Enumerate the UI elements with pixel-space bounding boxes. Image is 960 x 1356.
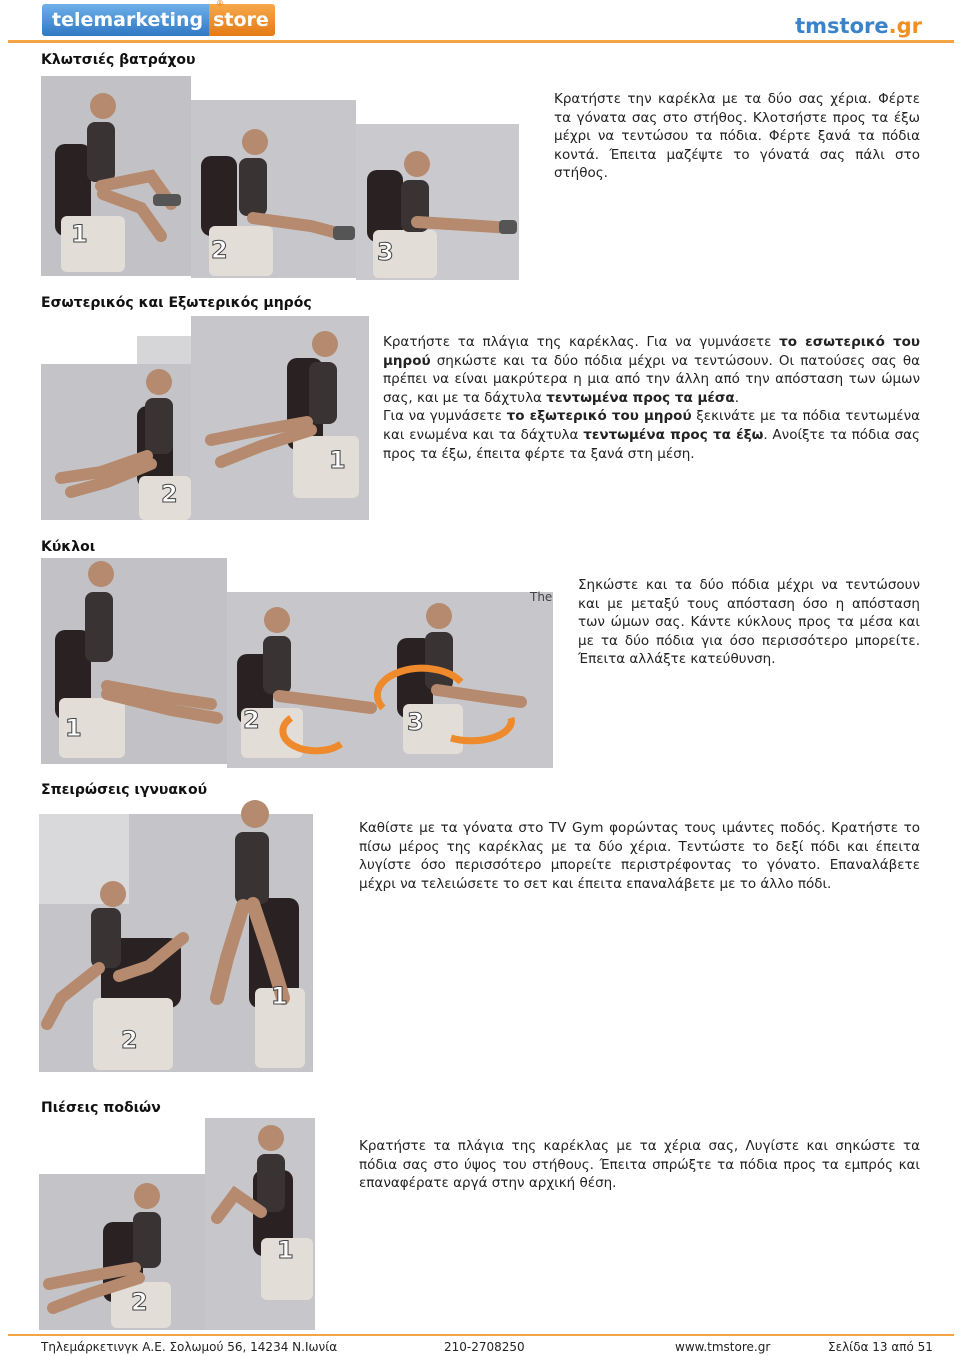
brand-text-tmstore: tmstore [795,14,889,38]
footer-website-link[interactable]: www.tmstore.gr [675,1340,771,1354]
footer-phone[interactable]: 210-2708250 [444,1340,525,1354]
section-title-circles: Κύκλοι [41,539,96,555]
figure-label-3: 3 [377,238,394,266]
text-run: . Ανοίξτε τα πόδια σας προς τα έξω, έπειτα φέρτε τα ξανά στη μέση. [383,426,920,462]
frog-kicks-description: Κρατήστε την καρέκλα με τα δύο σας χέρια. Φέρτε τα γόνατα σας στο στήθος. Κλοτσήστε προς τα έξω μέχρι να τεντώσου τα πόδια. Φέρτε ξανά τα πόδια κοντά. Έπειτα μαζέψτε το γόνατά σας πάλι στο στήθος. [554,91,920,182]
outer-thigh-paragraph [383,407,920,463]
bold-toes-outward: τεντωμένα προς τα έξω [583,426,764,443]
text-run: ξεκινάτε με τα πόδια τεντωμένα και ενωμένα και τα δάχτυλα [383,408,921,443]
figure-label-3: 3 [407,708,424,736]
page-header [0,0,960,46]
exercise-photo-circles [41,558,553,768]
text-run: Για να γυμνάσετε [383,408,507,425]
figure-label-1: 1 [271,982,288,1010]
logo-text-store: store [209,4,275,36]
telemarketing-store-logo[interactable] [42,4,275,36]
figure-label-2: 2 [131,1288,148,1316]
exercise-photo-leg-presses [39,1118,315,1330]
figure-label-2: 2 [211,236,228,264]
figure-label-2: 2 [243,706,260,734]
header-divider [8,40,954,43]
stray-text: The [530,590,553,604]
circles-description: Σηκώστε και τα δύο πόδια μέχρι να τεντώσουν και με μεταξύ τους απόσταση όσο η απόσταση των ώμων σας. Κάντε κύκλους προς τα μέσα και με τα δύο πόδια για όσο περισσότερο μπορείτε. Έπειτα αλλάξτε κατεύθυνση. [578,577,920,668]
bold-inner-thigh: το εσωτερικό του μηρού [383,334,920,369]
hamstring-curls-description: Καθίστε με τα γόνατα στο TV Gym φορώντας τους ιμάντες ποδός. Κρατήστε το πίσω μέρος της καρέκλας με τα δύο χέρια. Τεντώστε το δεξί πόδι και έπειτα λυγίστε όσο περισσότερο μπορείτε περιστρέφοντας το γόνατο. Επαναλάβετε μέχρι να τελειώσετε το σετ και έπειτα επαναλάβετε με το άλλο πόδι. [359,820,920,892]
bold-outer-thigh: το εξωτερικό του μηρού [506,408,692,425]
section-title-leg-presses: Πιέσεις ποδιών [41,1100,161,1116]
text-run: σηκώστε και τα δύο πόδια μέχρι να τεντώσουν. Οι πατούσες σας θα πρέπει να είναι μακρύτερα η μια από την άλλη από την απόσταση των ώμων σας, και με τα δάχτυλα [383,352,920,406]
figure-label-1: 1 [65,714,82,742]
logo-text-telemarketing: telemarketing [42,4,209,36]
brand-text-gr: .gr [888,14,922,38]
text-run: . [734,389,739,406]
figure-label-2: 2 [161,480,178,508]
figure-label-1: 1 [329,446,346,474]
registered-mark: ® [216,0,224,8]
inner-thigh-paragraph [383,333,920,407]
section-title-hamstring-curls: Σπειρώσεις ιγνυακού [41,782,208,798]
footer-divider [8,1334,954,1336]
inner-outer-thigh-description [383,333,920,463]
exercise-photo-hamstring-curls [39,798,313,1072]
bold-toes-inward: τεντωμένα προς τα μέσα [546,389,735,406]
exercise-photo-inner-outer-thigh [41,316,369,522]
figure-label-1: 1 [277,1236,294,1264]
footer-page-number: Σελίδα 13 από 51 [828,1340,933,1354]
text-run: Κρατήστε τα πλάγια της καρέκλας. Για να γυμνάσετε [383,334,780,350]
exercise-photo-frog-kicks [41,76,519,280]
leg-presses-description: Κρατήστε τα πλάγια της καρέκλας με τα χέρια σας, Λυγίστε και σηκώστε τα πόδια σας στο ύψος του στήθους. Έπειτα σπρώξτε τα πόδια προς τα εμπρός και επαναφέρατε αργά στην αρχική θέση. [359,1138,920,1192]
footer-company-address: Τηλεμάρκετινγκ Α.Ε. Σολωμού 56, 14234 Ν.Ιωνία [41,1340,338,1354]
tmstore-brand[interactable] [795,14,922,38]
section-title-frog-kicks: Κλωτσιές βατράχου [41,52,196,68]
section-title-inner-outer-thigh: Εσωτερικός και Εξωτερικός μηρός [41,295,312,311]
figure-label-2: 2 [121,1026,138,1054]
figure-label-1: 1 [71,220,88,248]
